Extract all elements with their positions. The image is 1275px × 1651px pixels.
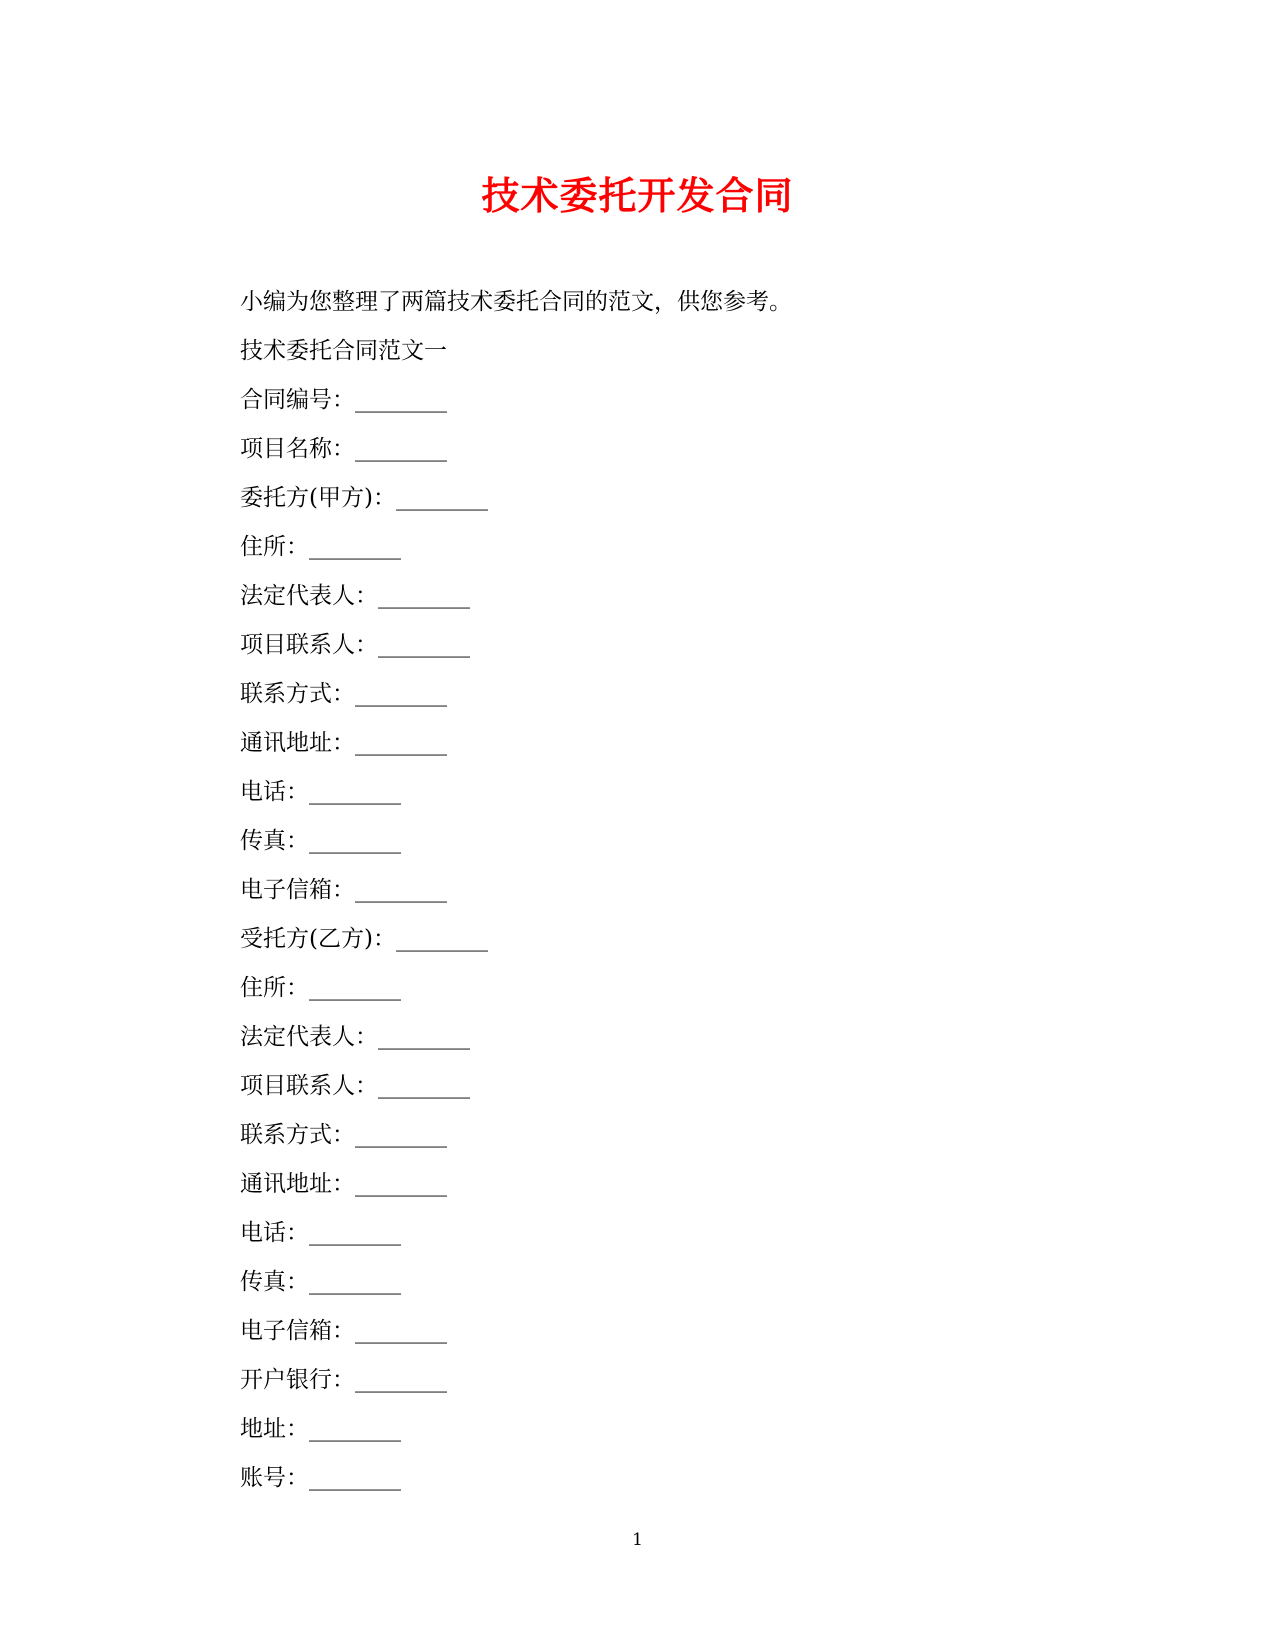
field-line (240, 1213, 1120, 1262)
field-blank: ________ (378, 1073, 470, 1099)
field-label: 住所： (240, 534, 309, 560)
field-blank: ________ (395, 485, 488, 511)
field-line (240, 1311, 1120, 1360)
field-line (240, 723, 1120, 772)
field-label: 电话： (240, 779, 309, 805)
field-blank: ________ (309, 1416, 401, 1442)
field-line (240, 625, 1120, 674)
field-line (240, 576, 1120, 625)
field-label: 住所： (240, 975, 309, 1001)
field-label: 受托方(乙方)： (240, 926, 396, 952)
field-blank: ________ (309, 534, 401, 560)
field-line (240, 821, 1120, 870)
field-blank: ________ (355, 436, 447, 462)
field-blank: ________ (309, 828, 401, 854)
field-line (240, 1066, 1120, 1115)
field-label: 电子信箱： (240, 1318, 355, 1344)
field-label: 合同编号： (240, 387, 355, 413)
field-blank: ________ (355, 1171, 447, 1197)
field-label: 开户银行： (240, 1367, 355, 1393)
field-line (240, 1409, 1120, 1458)
field-blank: ________ (378, 583, 470, 609)
field-blank: ________ (355, 387, 447, 413)
field-line (240, 380, 1120, 429)
document-body (240, 282, 1120, 1507)
field-line (240, 968, 1120, 1017)
field-label: 法定代表人： (240, 1024, 378, 1050)
field-label: 委托方(甲方)： (240, 485, 396, 511)
field-line (240, 527, 1120, 576)
field-line (240, 772, 1120, 821)
field-blank: ________ (355, 681, 447, 707)
field-label: 地址： (240, 1416, 309, 1442)
field-line (240, 429, 1120, 478)
document-title: 技术委托开发合同 (481, 173, 794, 218)
field-blank: ________ (378, 1024, 470, 1050)
field-line (240, 674, 1120, 723)
field-blank: ________ (355, 1122, 447, 1148)
field-line (240, 1262, 1120, 1311)
field-label: 通讯地址： (240, 1171, 355, 1197)
field-line (240, 1017, 1120, 1066)
section-heading: 技术委托合同范文一 (240, 338, 447, 364)
field-blank: ________ (395, 926, 488, 952)
field-blank: ________ (355, 877, 447, 903)
field-blank: ________ (309, 779, 401, 805)
field-line (240, 919, 1120, 968)
field-blank: ________ (309, 1465, 401, 1491)
field-label: 电子信箱： (240, 877, 355, 903)
field-blank: ________ (309, 1269, 401, 1295)
field-label: 法定代表人： (240, 583, 378, 609)
field-label: 传真： (240, 1269, 309, 1295)
field-line (240, 478, 1120, 527)
field-label: 传真： (240, 828, 309, 854)
field-label: 联系方式： (240, 1122, 355, 1148)
field-label: 项目联系人： (240, 1073, 378, 1099)
field-label: 电话： (240, 1220, 309, 1246)
field-blank: ________ (378, 632, 470, 658)
field-blank: ________ (355, 1318, 447, 1344)
field-line (240, 1115, 1120, 1164)
field-label: 联系方式： (240, 681, 355, 707)
field-label: 账号： (240, 1465, 309, 1491)
intro-paragraph: 小编为您整理了两篇技术委托合同的范文，供您参考。 (240, 289, 792, 315)
field-label: 项目名称： (240, 436, 355, 462)
page-number: 1 (632, 1530, 643, 1550)
field-line (240, 1164, 1120, 1213)
field-label: 项目联系人： (240, 632, 378, 658)
field-line (240, 870, 1120, 919)
field-line (240, 1360, 1120, 1409)
field-blank: ________ (309, 1220, 401, 1246)
field-blank: ________ (355, 1367, 447, 1393)
field-label: 通讯地址： (240, 730, 355, 756)
field-line (240, 1458, 1120, 1507)
field-blank: ________ (309, 975, 401, 1001)
field-blank: ________ (355, 730, 447, 756)
